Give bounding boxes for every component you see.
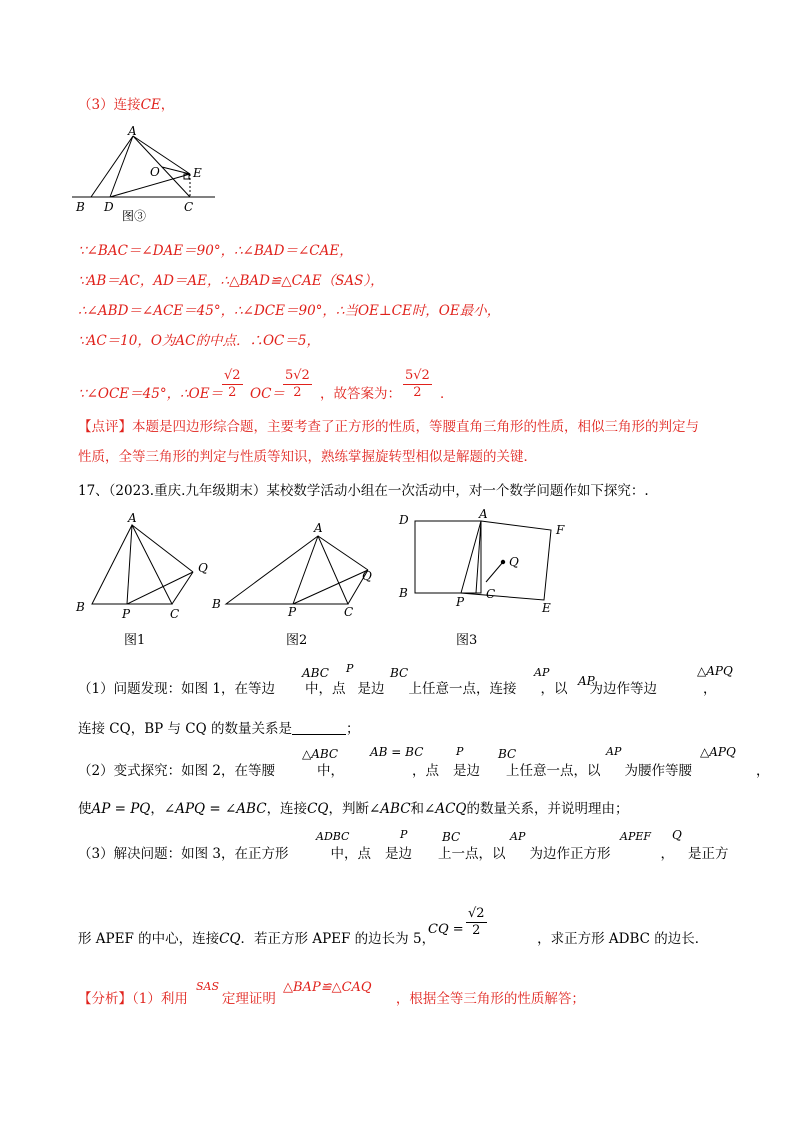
comment-label: 【点评】 xyxy=(78,419,132,435)
solution-line-2: ∵AB＝AC，AD＝AE，∴△BAD≌△CAE（SAS）， xyxy=(78,273,384,289)
q2-line-1: （2）变式探究：如图 2，在等腰 中， ，点 是边 上任意一点，以 为腰作等腰 ， xyxy=(78,763,770,779)
fig3-label-B: B xyxy=(76,200,85,214)
analysis-label: 【分析】 xyxy=(78,991,132,1007)
solution-end-period: ． xyxy=(440,386,454,402)
q2-var-AB-eq-BC: AB = BC xyxy=(370,745,424,759)
q1-var-triangle-APQ: △APQ xyxy=(697,664,733,678)
q3-var-APEF: APEF xyxy=(620,830,652,843)
q3-var-Q: Q xyxy=(672,828,682,842)
p-fig3-label-A: A xyxy=(479,507,488,521)
p-fig2-label-B: B xyxy=(212,597,221,611)
fraction-sqrt2-over-2: $\frac{√2}{2}$ xyxy=(224,368,241,400)
analysis-var-congruence: △BAP≌△CAQ xyxy=(283,980,372,995)
q2-var-BC: BC xyxy=(498,747,517,761)
p-fig2-label-C: C xyxy=(344,605,354,619)
p-fig3-label-F: F xyxy=(556,523,565,537)
q3-var-ADBC: ADBC xyxy=(316,830,350,843)
comment-line-2: 性质，全等三角形的判定与性质等知识，熟练掌握旋转型相似是解题的关键． xyxy=(78,449,537,465)
q1-var-P: P xyxy=(346,662,354,675)
p-fig1-caption: 图1 xyxy=(124,633,146,648)
q3-var-BC: BC xyxy=(442,830,461,844)
q1-line-2: 连接 CQ，BP 与 CQ 的数量关系是 ； xyxy=(78,721,360,737)
p-fig2-label-A: A xyxy=(314,521,323,535)
p-fig3-label-P: P xyxy=(456,595,465,609)
problem-figure-1 xyxy=(72,508,222,648)
p-fig3-label-B: B xyxy=(399,586,408,600)
p-fig1-label-Q: Q xyxy=(198,561,208,575)
solution-answer-text: ，故答案为： xyxy=(320,386,401,402)
p-fig3-label-E: E xyxy=(542,601,551,615)
q1-var-AP-1: AP xyxy=(534,666,550,679)
p-fig2-label-P: P xyxy=(288,605,297,619)
fraction-5sqrt2-over-2-b: $\frac{5√2}{2}$ xyxy=(405,368,430,400)
q2-var-P: P xyxy=(456,745,464,758)
p-fig3-label-C: C xyxy=(486,587,496,601)
p-fig1-label-A: A xyxy=(128,511,137,525)
problem-figure-2 xyxy=(208,508,383,648)
p-fig3-label-D: D xyxy=(399,513,409,527)
fig3-label-O: O xyxy=(150,165,160,179)
fraction-5sqrt2-over-2-a: $\frac{5√2}{2}$ xyxy=(285,368,310,400)
p-fig3-caption: 图3 xyxy=(456,633,478,648)
solution-line-5: ∵∠OCE＝45°，∴OE＝ xyxy=(78,386,224,402)
problem-17-header: 17、（2023.重庆.九年级期末）某校数学活动小组在一次活动中，对一个数学问题作如下探究：. xyxy=(78,483,649,499)
p-fig1-label-P: P xyxy=(122,607,131,621)
fig3-caption: 图③ xyxy=(122,209,147,223)
q3-line-1: （3）解决问题：如图 3，在正方形 中，点 是边 上一点，以 为边作正方形 ， 是正方 xyxy=(78,846,729,862)
q3-line-2: 形 APEF 的中心，连接CQ．若正方形 APEF 的边长为 5， ，求正方形 ADBC 的边长． xyxy=(78,931,709,947)
q2-var-triangle-ABC: △ABC xyxy=(302,747,339,761)
q1-var-AP-2: AP xyxy=(578,674,595,688)
p-fig3-label-Q: Q xyxy=(509,555,519,569)
answer-blank[interactable] xyxy=(292,722,346,735)
fig3-label-D: D xyxy=(104,200,114,214)
q3-var-P: P xyxy=(400,828,408,841)
q3-eq-fraction: $\frac{√2}{2}$ xyxy=(468,906,485,938)
q1-var-ABC: ABC xyxy=(302,666,329,680)
fig3-label-C: C xyxy=(184,200,194,214)
figure-3-circle xyxy=(70,125,220,225)
fig3-label-A: A xyxy=(128,125,137,138)
analysis-var-SAS: SAS xyxy=(196,980,220,993)
solution-line-3: ∴∠ABD＝∠ACE＝45°，∴∠DCE＝90°，∴当OE⊥CE时，OE最小， xyxy=(78,303,501,319)
solution-oc-text: OC＝ xyxy=(250,386,285,402)
solution-line-1: ∵∠BAC＝∠DAE＝90°，∴∠BAD＝∠CAE， xyxy=(78,243,353,259)
p-fig1-label-C: C xyxy=(170,607,180,621)
problem-figure-3 xyxy=(390,502,580,648)
q1-line-1: （1）问题发现：如图 1，在等边 中，点 是边 上任意一点，连接 ，以 为边作等边 ， xyxy=(78,681,717,697)
q2-line-2: 使AP = PQ，∠APQ = ∠ABC，连接CQ，判断∠ABC和∠ACQ的数量关系，并说明理由； xyxy=(78,801,629,817)
analysis-line: 【分析】（1）利用 定理证明 ，根据全等三角形的性质解答； xyxy=(78,991,585,1007)
q2-var-AP: AP xyxy=(606,745,622,758)
q1-var-BC: BC xyxy=(390,666,409,680)
part3-heading: （3）连接CE， xyxy=(78,97,175,113)
p-fig1-label-B: B xyxy=(76,600,85,614)
fig3-label-E: E xyxy=(193,166,202,180)
comment-line-1: 【点评】本题是四边形综合题，主要考查了正方形的性质，等腰直角三角形的性质，相似三角形的判定与 xyxy=(78,419,699,435)
q3-var-AP: AP xyxy=(510,830,526,843)
q2-var-triangle-APQ: △APQ xyxy=(700,745,736,759)
p-fig2-caption: 图2 xyxy=(286,633,308,648)
solution-line-4: ∵AC＝10，O为AC的中点．∴OC＝5， xyxy=(78,333,320,349)
q3-eq-lhs: CQ = xyxy=(428,922,464,937)
p-fig2-label-Q: Q xyxy=(362,569,372,583)
